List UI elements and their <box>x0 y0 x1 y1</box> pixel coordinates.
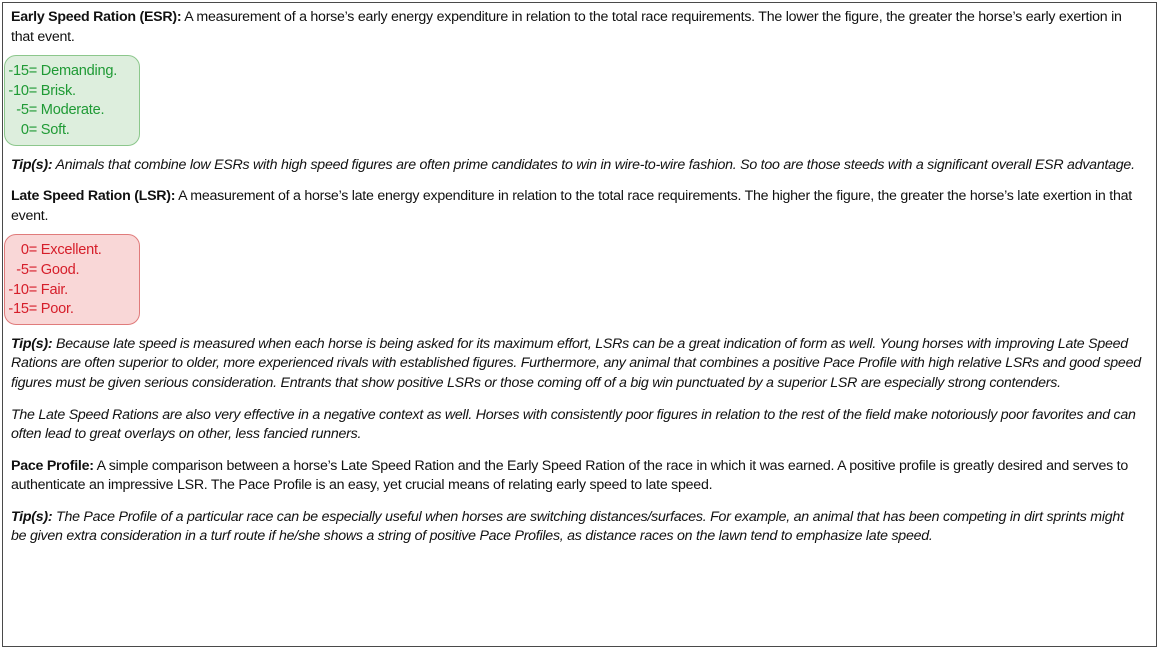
lsr-tip-text: Because late speed is measured when each horse is being asked for its maximum effort, LSRs can be a great indication of form as well. Young horses with improving Late Speed Rations are often superior to older, more experienced rivals with established figures. Furthermore, any animal that combines a positive Pace Profile with high relative LSRs and good speed figures must be given serious consideration. Entrants that show positive LSRs or those coming off of a big win punctuated by a superior LSR are especially strong contenders. <box>11 335 1141 391</box>
pace-tip-label: Tip(s): <box>11 508 53 525</box>
lsr-term: Late Speed Ration (LSR): <box>11 188 176 205</box>
esr-definition <box>11 8 1142 47</box>
esr-scale-value: -5= <box>16 102 37 119</box>
lsr-scale-row <box>5 300 139 320</box>
pace-tip <box>11 508 1142 547</box>
lsr-scale-value: -10= <box>8 281 37 298</box>
esr-scale-label: Soft. <box>37 121 70 138</box>
esr-tip-label: Tip(s): <box>11 156 53 173</box>
lsr-scale-row <box>5 281 139 301</box>
esr-scale-label: Brisk. <box>37 82 76 99</box>
esr-scale-row <box>5 101 139 121</box>
pace-tip-text: The Pace Profile of a particular race can be especially useful when horses are switching distances/surfaces. For example, an animal that has been competing in dirt sprints might be given extra consideration in a turf route if he/she shows a string of positive Pace Profiles, as distance races on the lawn tend to emphasize late speed. <box>11 508 1124 545</box>
document-page <box>2 2 1157 647</box>
esr-scale-row <box>5 62 139 82</box>
lsr-definition-text: A measurement of a horse’s late energy expenditure in relation to the total race requirements. The higher the figure, the greater the horse’s late exertion in that event. <box>11 188 1132 224</box>
lsr-definition <box>11 187 1142 226</box>
lsr-scale-value: -5= <box>16 261 37 278</box>
pace-definition <box>11 457 1142 496</box>
lsr-scale-row <box>5 241 139 261</box>
lsr-scale-label: Fair. <box>37 281 68 298</box>
lsr-scale-value: -15= <box>8 301 37 318</box>
lsr-tip-label: Tip(s): <box>11 335 53 352</box>
esr-tip <box>11 156 1142 176</box>
lsr-scale-label: Poor. <box>37 301 74 318</box>
esr-scale-label: Moderate. <box>37 102 105 119</box>
esr-scale-row <box>5 121 139 141</box>
pace-term: Pace Profile: <box>11 457 94 474</box>
lsr-extra-tip: The Late Speed Rations are also very effective in a negative context as well. Horses with consistently poor figures in relation to the rest of the field make notoriously poor favorites and can often lead to great overlays on other, less fancied runners. <box>11 406 1136 443</box>
lsr-scale-value: 0= <box>20 242 37 259</box>
esr-term: Early Speed Ration (ESR): <box>11 9 182 25</box>
esr-scale-label: Demanding. <box>37 63 117 80</box>
esr-scale-value: -15= <box>8 63 37 80</box>
lsr-scale-label: Excellent. <box>37 242 102 259</box>
document-body <box>8 8 1142 547</box>
lsr-scale-label: Good. <box>37 261 80 278</box>
esr-tip-text: Animals that combine low ESRs with high speed figures are often prime candidates to win in wire-to-wire fashion. So too are those steeds with a significant overall ESR advantage. <box>52 156 1135 173</box>
lsr-tip <box>11 335 1142 394</box>
esr-scale-value: -10= <box>8 82 37 99</box>
esr-definition-text: A measurement of a horse’s early energy expenditure in relation to the total race requirements. The lower the figure, the greater the horse’s early exertion in that event. <box>11 9 1122 45</box>
esr-scale-value: 0= <box>20 121 37 138</box>
lsr-scale-row <box>5 261 139 281</box>
pace-definition-text: A simple comparison between a horse’s Late Speed Ration and the Early Speed Ration of the race in which it was earned. A positive profile is greatly desired and serves to authenticate an impressive LSR. The Pace Profile is an easy, yet crucial means of relating early speed to late speed. <box>11 457 1128 494</box>
esr-scale-box <box>4 55 140 145</box>
esr-scale-row <box>5 82 139 102</box>
lsr-scale-box <box>4 234 140 324</box>
